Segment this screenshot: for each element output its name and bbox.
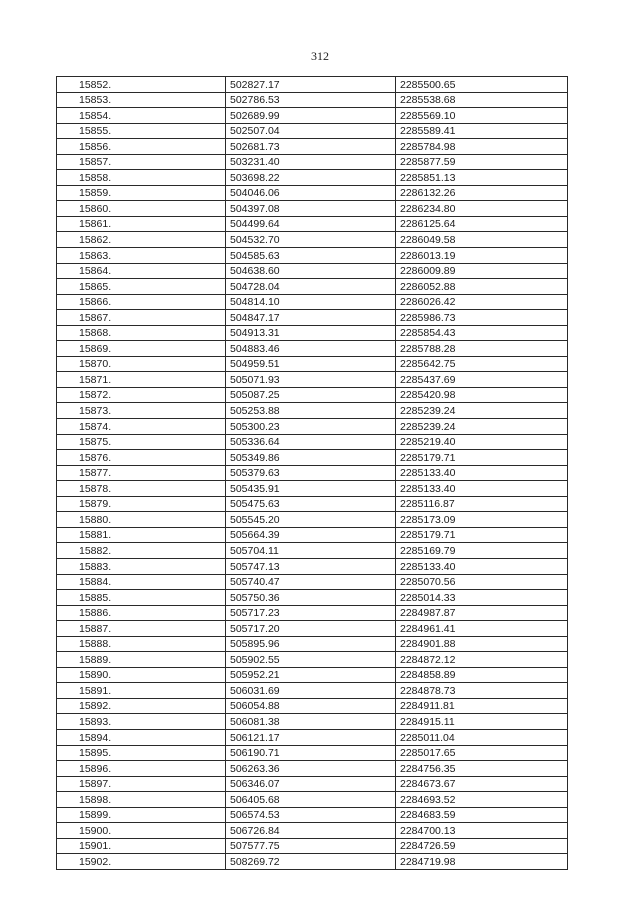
x-coordinate-cell: 506263.36	[226, 761, 396, 777]
y-coordinate-cell: 2285116.87	[396, 496, 568, 512]
point-number-cell: 15894.	[57, 729, 226, 745]
y-coordinate-cell: 2284726.59	[396, 838, 568, 854]
x-coordinate-cell: 504046.06	[226, 185, 396, 201]
point-number-cell: 15893.	[57, 714, 226, 730]
x-coordinate-cell: 506574.53	[226, 807, 396, 823]
x-coordinate-cell: 505747.13	[226, 558, 396, 574]
point-number-cell: 15869.	[57, 341, 226, 357]
y-coordinate-cell: 2285986.73	[396, 310, 568, 326]
y-coordinate-cell: 2285437.69	[396, 372, 568, 388]
x-coordinate-cell: 505717.20	[226, 621, 396, 637]
point-number-cell: 15897.	[57, 776, 226, 792]
table-row	[57, 745, 568, 761]
point-number-cell: 15902.	[57, 854, 226, 870]
y-coordinate-cell: 2286052.88	[396, 279, 568, 295]
point-number-cell: 15868.	[57, 325, 226, 341]
x-coordinate-cell: 504532.70	[226, 232, 396, 248]
table-row	[57, 341, 568, 357]
table-row	[57, 123, 568, 139]
x-coordinate-cell: 505952.21	[226, 667, 396, 683]
table-row	[57, 232, 568, 248]
point-number-cell: 15892.	[57, 698, 226, 714]
table-row	[57, 310, 568, 326]
point-number-cell: 15861.	[57, 216, 226, 232]
table-row	[57, 838, 568, 854]
point-number-cell: 15873.	[57, 403, 226, 419]
x-coordinate-cell: 506054.88	[226, 698, 396, 714]
x-coordinate-cell: 507577.75	[226, 838, 396, 854]
point-number-cell: 15886.	[57, 605, 226, 621]
x-coordinate-cell: 505740.47	[226, 574, 396, 590]
table-row	[57, 170, 568, 186]
x-coordinate-cell: 506726.84	[226, 823, 396, 839]
table-row	[57, 356, 568, 372]
y-coordinate-cell: 2284683.59	[396, 807, 568, 823]
y-coordinate-cell: 2284911.81	[396, 698, 568, 714]
x-coordinate-cell: 504397.08	[226, 201, 396, 217]
y-coordinate-cell: 2285169.79	[396, 543, 568, 559]
x-coordinate-cell: 505379.63	[226, 465, 396, 481]
table-row	[57, 92, 568, 108]
y-coordinate-cell: 2285239.24	[396, 403, 568, 419]
point-number-cell: 15889.	[57, 652, 226, 668]
point-number-cell: 15859.	[57, 185, 226, 201]
y-coordinate-cell: 2284901.88	[396, 636, 568, 652]
point-number-cell: 15878.	[57, 481, 226, 497]
point-number-cell: 15867.	[57, 310, 226, 326]
table-row	[57, 776, 568, 792]
point-number-cell: 15856.	[57, 139, 226, 155]
x-coordinate-cell: 504814.10	[226, 294, 396, 310]
y-coordinate-cell: 2284878.73	[396, 683, 568, 699]
table-row	[57, 636, 568, 652]
x-coordinate-cell: 504728.04	[226, 279, 396, 295]
y-coordinate-cell: 2286013.19	[396, 248, 568, 264]
x-coordinate-cell: 505300.23	[226, 419, 396, 435]
table-row	[57, 761, 568, 777]
y-coordinate-cell: 2285854.43	[396, 325, 568, 341]
table-row	[57, 605, 568, 621]
point-number-cell: 15880.	[57, 512, 226, 528]
y-coordinate-cell: 2285011.04	[396, 729, 568, 745]
table-row	[57, 574, 568, 590]
y-coordinate-cell: 2285239.24	[396, 419, 568, 435]
table-row	[57, 77, 568, 93]
y-coordinate-cell: 2286049.58	[396, 232, 568, 248]
x-coordinate-cell: 504585.63	[226, 248, 396, 264]
x-coordinate-cell: 505071.93	[226, 372, 396, 388]
point-number-cell: 15862.	[57, 232, 226, 248]
x-coordinate-cell: 502786.53	[226, 92, 396, 108]
x-coordinate-cell: 505349.86	[226, 450, 396, 466]
point-number-cell: 15852.	[57, 77, 226, 93]
y-coordinate-cell: 2284915.11	[396, 714, 568, 730]
point-number-cell: 15882.	[57, 543, 226, 559]
y-coordinate-cell: 2285569.10	[396, 108, 568, 124]
point-number-cell: 15901.	[57, 838, 226, 854]
y-coordinate-cell: 2286125.64	[396, 216, 568, 232]
table-row	[57, 807, 568, 823]
x-coordinate-cell: 504913.31	[226, 325, 396, 341]
table-row	[57, 621, 568, 637]
point-number-cell: 15895.	[57, 745, 226, 761]
point-number-cell: 15896.	[57, 761, 226, 777]
table-row	[57, 403, 568, 419]
point-number-cell: 15900.	[57, 823, 226, 839]
table-row	[57, 263, 568, 279]
coordinates-table-body	[57, 77, 568, 870]
x-coordinate-cell: 505435.91	[226, 481, 396, 497]
y-coordinate-cell: 2285014.33	[396, 590, 568, 606]
table-row	[57, 823, 568, 839]
y-coordinate-cell: 2285500.65	[396, 77, 568, 93]
table-row	[57, 216, 568, 232]
point-number-cell: 15864.	[57, 263, 226, 279]
y-coordinate-cell: 2286132.26	[396, 185, 568, 201]
y-coordinate-cell: 2285017.65	[396, 745, 568, 761]
y-coordinate-cell: 2284756.35	[396, 761, 568, 777]
table-row	[57, 667, 568, 683]
table-row	[57, 652, 568, 668]
table-row	[57, 248, 568, 264]
point-number-cell: 15875.	[57, 434, 226, 450]
x-coordinate-cell: 504883.46	[226, 341, 396, 357]
point-number-cell: 15877.	[57, 465, 226, 481]
table-row	[57, 496, 568, 512]
x-coordinate-cell: 505087.25	[226, 387, 396, 403]
table-row	[57, 792, 568, 808]
table-row	[57, 185, 568, 201]
point-number-cell: 15874.	[57, 419, 226, 435]
point-number-cell: 15899.	[57, 807, 226, 823]
y-coordinate-cell: 2284872.12	[396, 652, 568, 668]
y-coordinate-cell: 2284700.13	[396, 823, 568, 839]
table-row	[57, 512, 568, 528]
x-coordinate-cell: 505717.23	[226, 605, 396, 621]
table-row	[57, 387, 568, 403]
point-number-cell: 15888.	[57, 636, 226, 652]
y-coordinate-cell: 2284719.98	[396, 854, 568, 870]
y-coordinate-cell: 2285133.40	[396, 558, 568, 574]
point-number-cell: 15865.	[57, 279, 226, 295]
x-coordinate-cell: 502681.73	[226, 139, 396, 155]
x-coordinate-cell: 505545.20	[226, 512, 396, 528]
y-coordinate-cell: 2285877.59	[396, 154, 568, 170]
point-number-cell: 15866.	[57, 294, 226, 310]
table-row	[57, 154, 568, 170]
y-coordinate-cell: 2285538.68	[396, 92, 568, 108]
x-coordinate-cell: 503698.22	[226, 170, 396, 186]
point-number-cell: 15855.	[57, 123, 226, 139]
coordinates-table	[56, 76, 568, 870]
table-row	[57, 325, 568, 341]
point-number-cell: 15887.	[57, 621, 226, 637]
table-row	[57, 419, 568, 435]
point-number-cell: 15860.	[57, 201, 226, 217]
table-row	[57, 527, 568, 543]
y-coordinate-cell: 2285642.75	[396, 356, 568, 372]
point-number-cell: 15891.	[57, 683, 226, 699]
table-row	[57, 294, 568, 310]
point-number-cell: 15885.	[57, 590, 226, 606]
x-coordinate-cell: 504638.60	[226, 263, 396, 279]
y-coordinate-cell: 2284858.89	[396, 667, 568, 683]
table-row	[57, 434, 568, 450]
x-coordinate-cell: 505895.96	[226, 636, 396, 652]
table-row	[57, 714, 568, 730]
table-row	[57, 481, 568, 497]
table-row	[57, 108, 568, 124]
y-coordinate-cell: 2286234.80	[396, 201, 568, 217]
y-coordinate-cell: 2285784.98	[396, 139, 568, 155]
y-coordinate-cell: 2285133.40	[396, 465, 568, 481]
point-number-cell: 15884.	[57, 574, 226, 590]
table-row	[57, 465, 568, 481]
table-row	[57, 201, 568, 217]
point-number-cell: 15854.	[57, 108, 226, 124]
table-row	[57, 558, 568, 574]
point-number-cell: 15871.	[57, 372, 226, 388]
point-number-cell: 15863.	[57, 248, 226, 264]
point-number-cell: 15890.	[57, 667, 226, 683]
x-coordinate-cell: 504847.17	[226, 310, 396, 326]
y-coordinate-cell: 2284987.87	[396, 605, 568, 621]
x-coordinate-cell: 505253.88	[226, 403, 396, 419]
y-coordinate-cell: 2284693.52	[396, 792, 568, 808]
y-coordinate-cell: 2284961.41	[396, 621, 568, 637]
point-number-cell: 15879.	[57, 496, 226, 512]
table-row	[57, 590, 568, 606]
x-coordinate-cell: 502507.04	[226, 123, 396, 139]
y-coordinate-cell: 2285420.98	[396, 387, 568, 403]
table-row	[57, 139, 568, 155]
table-row	[57, 698, 568, 714]
x-coordinate-cell: 505704.11	[226, 543, 396, 559]
y-coordinate-cell: 2285070.56	[396, 574, 568, 590]
y-coordinate-cell: 2285788.28	[396, 341, 568, 357]
y-coordinate-cell: 2285173.09	[396, 512, 568, 528]
y-coordinate-cell: 2285219.40	[396, 434, 568, 450]
x-coordinate-cell: 506190.71	[226, 745, 396, 761]
y-coordinate-cell: 2285179.71	[396, 527, 568, 543]
y-coordinate-cell: 2285179.71	[396, 450, 568, 466]
x-coordinate-cell: 502689.99	[226, 108, 396, 124]
x-coordinate-cell: 505664.39	[226, 527, 396, 543]
x-coordinate-cell: 502827.17	[226, 77, 396, 93]
point-number-cell: 15898.	[57, 792, 226, 808]
point-number-cell: 15870.	[57, 356, 226, 372]
y-coordinate-cell: 2284673.67	[396, 776, 568, 792]
table-row	[57, 450, 568, 466]
table-row	[57, 854, 568, 870]
table-row	[57, 543, 568, 559]
point-number-cell: 15857.	[57, 154, 226, 170]
x-coordinate-cell: 506081.38	[226, 714, 396, 730]
x-coordinate-cell: 503231.40	[226, 154, 396, 170]
y-coordinate-cell: 2286026.42	[396, 294, 568, 310]
x-coordinate-cell: 506121.17	[226, 729, 396, 745]
page-number: 312	[311, 49, 329, 63]
y-coordinate-cell: 2285133.40	[396, 481, 568, 497]
x-coordinate-cell: 505902.55	[226, 652, 396, 668]
x-coordinate-cell: 506405.68	[226, 792, 396, 808]
x-coordinate-cell: 506031.69	[226, 683, 396, 699]
x-coordinate-cell: 506346.07	[226, 776, 396, 792]
point-number-cell: 15883.	[57, 558, 226, 574]
table-row	[57, 729, 568, 745]
point-number-cell: 15853.	[57, 92, 226, 108]
table-row	[57, 683, 568, 699]
x-coordinate-cell: 505475.63	[226, 496, 396, 512]
x-coordinate-cell: 508269.72	[226, 854, 396, 870]
point-number-cell: 15876.	[57, 450, 226, 466]
x-coordinate-cell: 504959.51	[226, 356, 396, 372]
table-row	[57, 279, 568, 295]
y-coordinate-cell: 2285851.13	[396, 170, 568, 186]
x-coordinate-cell: 504499.64	[226, 216, 396, 232]
point-number-cell: 15881.	[57, 527, 226, 543]
point-number-cell: 15858.	[57, 170, 226, 186]
y-coordinate-cell: 2286009.89	[396, 263, 568, 279]
x-coordinate-cell: 505750.36	[226, 590, 396, 606]
point-number-cell: 15872.	[57, 387, 226, 403]
table-row	[57, 372, 568, 388]
x-coordinate-cell: 505336.64	[226, 434, 396, 450]
y-coordinate-cell: 2285589.41	[396, 123, 568, 139]
